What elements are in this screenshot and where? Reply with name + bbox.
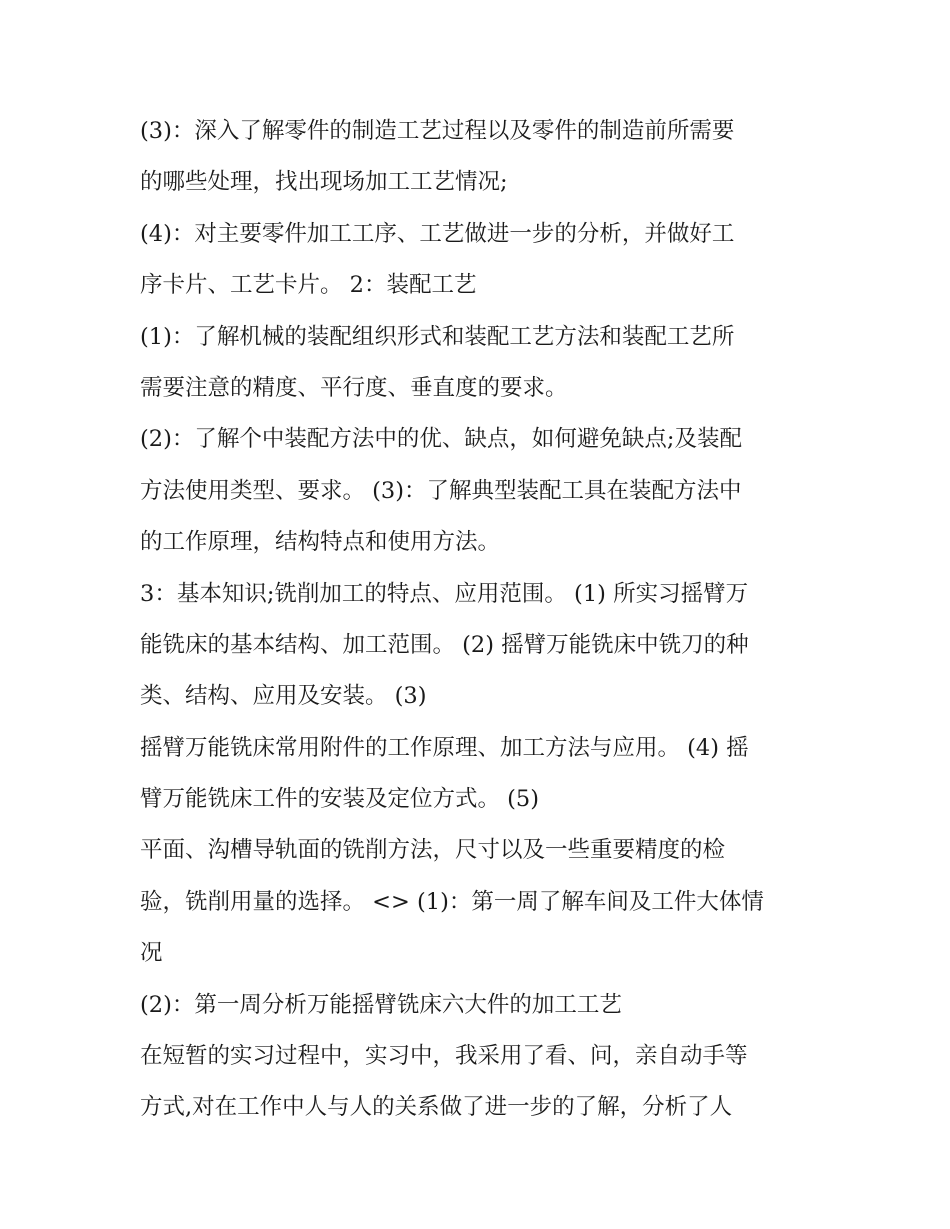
- text-line: 需要注意的精度、平行度、垂直度的要求。: [140, 374, 568, 401]
- text-line: (4)：对主要零件加工工序、工艺做进一步的分析，并做好工: [140, 220, 735, 247]
- text-line: 况: [140, 940, 163, 967]
- text-line: (2)：第一周分析万能摇臂铣床六大件的加工工艺: [140, 991, 622, 1018]
- text-line: 方法使用类型、要求。 (3)：了解典型装配工具在装配方法中: [140, 477, 742, 504]
- text-line: 3：基本知识;铣削加工的特点、应用范围。 (1) 所实习摇臂万: [140, 580, 749, 607]
- text-line: 能铣床的基本结构、加工范围。 (2) 摇臂万能铣床中铣刀的种: [140, 631, 749, 658]
- text-line: 的工作原理，结构特点和使用方法。: [140, 529, 501, 556]
- text-line: (2)：了解个中装配方法中的优、缺点，如何避免缺点;及装配: [140, 426, 742, 453]
- text-line: (3)：深入了解零件的制造工艺过程以及零件的制造前所需要: [140, 118, 735, 144]
- body-text: [140, 106, 830, 1134]
- text-line: 摇臂万能铣床常用附件的工作原理、加工方法与应用。 (4) 摇: [140, 734, 749, 761]
- text-line: (1)：了解机械的装配组织形式和装配工艺方法和装配工艺所: [140, 323, 735, 350]
- text-line: 臂万能铣床工件的安装及定位方式。 (5): [140, 786, 540, 813]
- text-line: 验，铣削用量的选择。 <> (1)：第一周了解车间及工件大体情: [140, 888, 764, 915]
- text-line: 在短暂的实习过程中，实习中，我采用了看、问，亲自动手等: [140, 1043, 748, 1070]
- text-line: 序卡片、工艺卡片。 2：装配工艺: [140, 272, 477, 299]
- text-line: 类、结构、应用及安装。 (3): [140, 683, 427, 710]
- text-line: 的哪些处理，找出现场加工工艺情况;: [140, 169, 508, 196]
- text-line: 方式,对在工作中人与人的关系做了进一步的了解，分析了人: [140, 1094, 733, 1121]
- text-line: 平面、沟槽导轨面的铣削方法，尺寸以及一些重要精度的检: [140, 837, 726, 864]
